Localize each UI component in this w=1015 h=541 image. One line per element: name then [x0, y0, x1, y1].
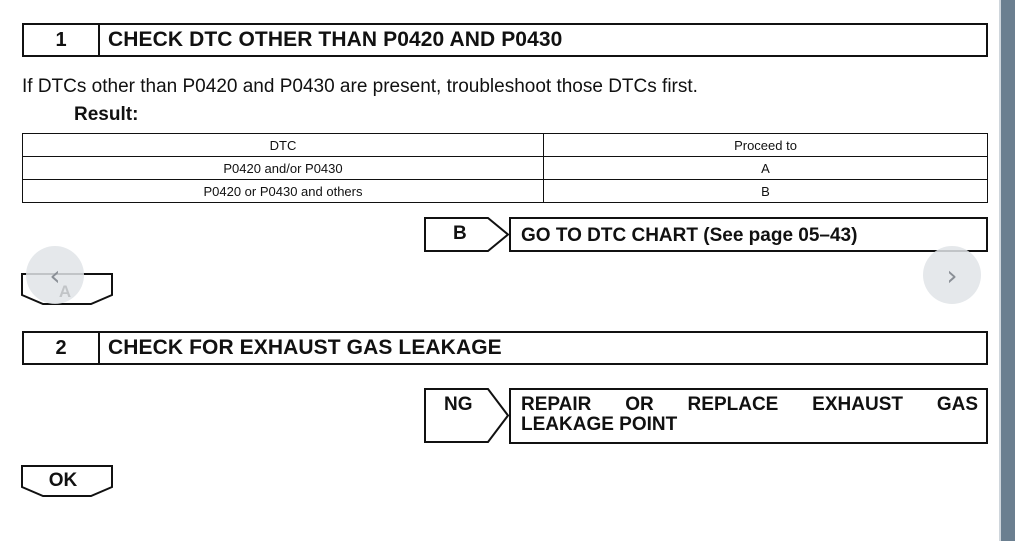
branch-b-arrow-shape — [424, 217, 510, 253]
table-header-row — [23, 134, 988, 157]
branch-ng-destination-line-2: LEAKAGE POINT — [521, 414, 678, 435]
next-page-button[interactable] — [923, 246, 981, 304]
step-1-number: 1 — [24, 25, 100, 55]
table-header-dtc: DTC — [23, 134, 544, 157]
scroll-edge — [1001, 0, 1015, 541]
table-cell-dtc: P0420 and/or P0430 — [23, 157, 544, 180]
branch-ng-tag — [424, 388, 510, 444]
step-2-number: 2 — [24, 333, 100, 363]
table-row — [23, 157, 988, 180]
chevron-left-icon: ‹ — [49, 258, 61, 292]
branch-ok-tab — [21, 465, 113, 499]
branch-b-tag — [424, 217, 510, 251]
branch-b-destination: GO TO DTC CHART (See page 05–43) — [509, 217, 988, 252]
table-header-proceed: Proceed to — [544, 134, 988, 157]
result-table — [22, 133, 988, 203]
step-1-header — [22, 23, 988, 57]
branch-ng-destination-line-1: REPAIR OR REPLACE EXHAUST GAS — [521, 394, 978, 415]
branch-ok-label: OK — [48, 470, 78, 491]
branch-ng-destination — [509, 388, 988, 444]
prev-page-button[interactable] — [26, 246, 84, 304]
branch-ng-label: NG — [444, 394, 473, 415]
table-cell-proceed: B — [544, 180, 988, 203]
table-cell-dtc: P0420 or P0430 and others — [23, 180, 544, 203]
step-1-instruction: If DTCs other than P0420 and P0430 are present, troubleshoot those DTCs first. — [22, 76, 698, 97]
chevron-right-icon: › — [946, 258, 958, 292]
table-row — [23, 180, 988, 203]
table-cell-proceed: A — [544, 157, 988, 180]
result-label: Result: — [74, 104, 139, 125]
step-2-header — [22, 331, 988, 365]
step-1-title: CHECK DTC OTHER THAN P0420 AND P0430 — [108, 28, 563, 51]
branch-b-label: B — [453, 223, 467, 244]
step-2-title: CHECK FOR EXHAUST GAS LEAKAGE — [108, 336, 502, 359]
